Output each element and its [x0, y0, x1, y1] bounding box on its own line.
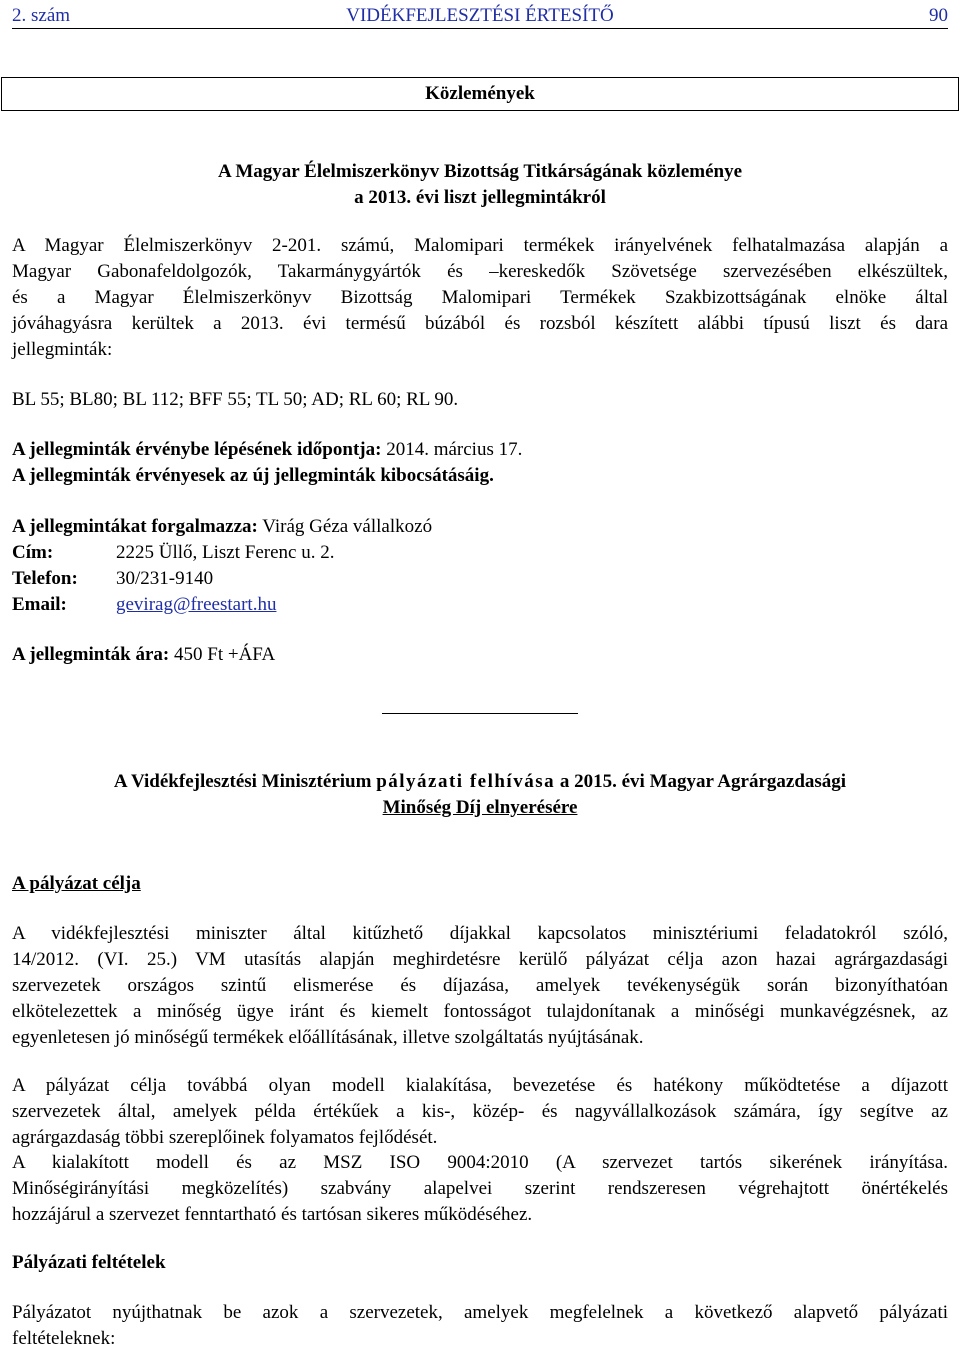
notice-title-line2: a 2013. évi liszt jellegmintákról — [354, 187, 606, 208]
paragraph-line: Minőségirányítási megközelítés) szabvány alapelvei szerint rendszeresen végrehajtott önértékelés — [12, 1178, 948, 1199]
address-row — [12, 540, 948, 566]
issue-number: 2. szám — [12, 5, 71, 26]
call-title-part1: A Vidékfejlesztési Minisztérium — [113, 771, 372, 792]
notice-title-line1: A Magyar Élelmiszerkönyv Bizottság Titkárságának közleménye — [217, 161, 743, 182]
running-header — [12, 2, 948, 29]
phone-label: Telefon: — [12, 568, 78, 589]
phone-value: 30/231-9140 — [116, 568, 214, 589]
paragraph-line: hozzájárul a szervezet fenntartható és tartósan sikeres működéséhez. — [12, 1204, 533, 1225]
paragraph-line: jóváhagyásra kerültek a 2013. évi termésű búzából és rozsból készített alábbi típusú liszt és dara — [12, 313, 948, 334]
call-title-line1 — [12, 769, 948, 795]
distributor-value: Virág Géza vállalkozó — [257, 516, 433, 537]
paragraph-line: Pályázatot nyújthatnak be azok a szervezetek, amelyek megfelelnek a következő alapvető pályázati — [12, 1302, 948, 1323]
goal-paragraph-2 — [12, 1073, 948, 1151]
call-title-part2: a 2015. évi Magyar Agrárgazdasági — [559, 771, 847, 792]
goal-paragraph-1 — [12, 921, 948, 1051]
paragraph-line: 14/2012. (VI. 25.) VM utasítás alapján meghirdetésre kerülő pályázat célja azon hazai agrárgazdasági — [12, 949, 948, 970]
paragraph-line: jellegminták: — [12, 339, 113, 360]
distributor — [12, 514, 948, 540]
notice-title — [12, 159, 948, 211]
paragraph-line: elkötelezettek a minőség ügye iránt és kiemelt fontosságot tulajdonítanak a minőségi munkavégzésnek, az — [12, 1001, 948, 1022]
call-title-line2: Minőség Díj elnyerésére — [382, 797, 578, 818]
paragraph-line: A kialakított modell és az MSZ ISO 9004:2010 (A szervezet tartós sikerének irányítása. — [12, 1152, 948, 1173]
journal-title: VIDÉKFEJLESZTÉSI ÉRTESÍTŐ — [346, 5, 614, 26]
section-title: Közlemények — [1, 77, 959, 111]
effective-date — [12, 437, 948, 463]
email-row — [12, 592, 948, 618]
paragraph-line: szervezetek országos szintű elismerése és díjazása, amelyek tevékenységük során bizonyíthatóan — [12, 975, 948, 996]
conditions-paragraph — [12, 1300, 948, 1352]
goal-paragraph-3 — [12, 1150, 948, 1228]
phone-row — [12, 566, 948, 592]
paragraph-line: A vidékfejlesztési miniszter által kitűzhető díjakkal kapcsolatos minisztériumi feladatokról szóló, — [12, 923, 948, 944]
notice-paragraph — [12, 233, 948, 363]
validity-statement: A jellegminták érvényesek az új jellegminták kibocsátásáig. — [12, 465, 494, 486]
paragraph-line: A Magyar Élelmiszerkönyv 2-201. számú, Malomipari termékek irányelvének felhatalmazása alapján a — [12, 235, 948, 256]
paragraph-line: agrárgazdaság többi szereplőinek folyamatos fejlődését. — [12, 1127, 438, 1148]
paragraph-line: egyenletesen jó minőségű termékek előállításának, illetve szolgáltatás nyújtásának. — [12, 1027, 644, 1048]
paragraph-line: A pályázat célja továbbá olyan modell kialakítása, bevezetése és hatékony működtetése a díjazott — [12, 1075, 948, 1096]
price-value: 450 Ft +ÁFA — [169, 644, 276, 665]
price — [12, 642, 948, 668]
address-value: 2225 Üllő, Liszt Ferenc u. 2. — [116, 542, 335, 563]
effective-date-value: 2014. március 17. — [381, 439, 523, 460]
section-divider — [382, 713, 578, 714]
goal-heading: A pályázat célja — [12, 873, 141, 894]
price-label: A jellegminták ára: — [12, 644, 170, 665]
call-title — [12, 769, 948, 821]
paragraph-line: Magyar Gabonafeldolgozók, Takarmánygyártók és –kereskedők Szövetsége szervezésében elkészültek, — [12, 261, 948, 282]
paragraph-line: és a Magyar Élelmiszerkönyv Bizottság Malomipari Termékek Szakbizottságának elnöke által — [12, 287, 948, 308]
types-list: BL 55; BL80; BL 112; BFF 55; TL 50; AD; RL 60; RL 90. — [12, 389, 459, 410]
paragraph-line: feltételeknek: — [12, 1328, 116, 1349]
paragraph-line: szervezetek által, amelyek példa értékűek a kis-, közép- és nagyvállalkozások számára, így segítve az — [12, 1101, 948, 1122]
distributor-label: A jellegmintákat forgalmazza: — [12, 516, 258, 537]
email-link[interactable]: gevirag@freestart.hu — [116, 594, 277, 615]
email-label: Email: — [12, 594, 67, 615]
address-label: Cím: — [12, 542, 54, 563]
page-number: 90 — [929, 5, 948, 26]
call-title-spaced: pályázati felhívása — [376, 771, 556, 792]
conditions-heading: Pályázati feltételek — [12, 1252, 166, 1273]
effective-date-label: A jellegminták érvénybe lépésének időpontja: — [12, 439, 382, 460]
